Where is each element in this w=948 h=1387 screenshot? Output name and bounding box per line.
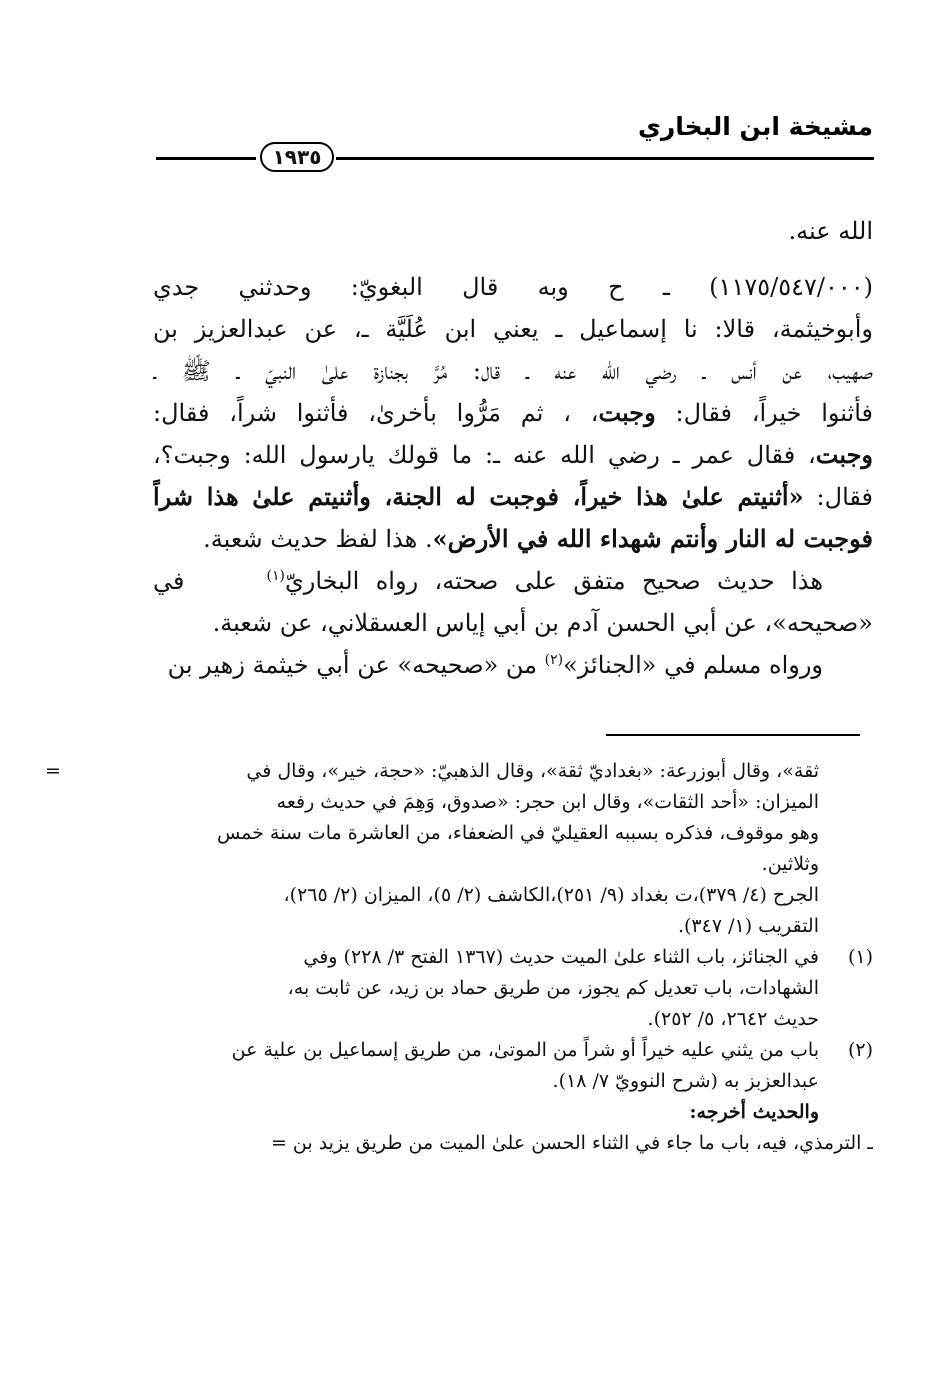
text-line: (١١٧٥/٥٤٧/٠٠٠) ـ ح وبه قال البغويّ: وحدثني جدي <box>153 273 873 301</box>
text-line <box>153 476 873 518</box>
text-line: صهيب، عن أنس ـ رضي الله عنه ـ قال: مُرَّ بجنازة علىٰ النبيّ ـ ﷺ ـ <box>153 357 873 385</box>
bold-segment: فوجبت له النار وأنتم شهداء الله في الأرض» <box>432 524 873 553</box>
page-number: ١٩٣٥ <box>260 142 334 172</box>
running-head-title: مشيخة ابن البخاري <box>637 112 873 141</box>
text-segment: ، ، ثم مَرُّوا بأخرىٰ، فأثنوا شراً، فقال: <box>153 399 599 427</box>
footnotes <box>45 756 873 1159</box>
main-text-hadith <box>153 266 873 686</box>
continuation-marker: = <box>45 760 61 782</box>
text-segment: في <box>153 567 185 595</box>
footnote-2 <box>73 1035 873 1128</box>
text-segment: من «صحيحه» عن أبي خيثمة زهير بن <box>167 651 538 679</box>
text-segment: ورواه مسلم في «الجنائز» <box>563 651 823 679</box>
footnote-number: (٢) <box>847 1039 873 1061</box>
footnote-ref[interactable]: (١) <box>266 568 285 584</box>
text-segment: هذا حديث صحيح متفق على صحته، رواه البخاريّ <box>284 567 823 595</box>
footnote-number: (١) <box>847 946 873 968</box>
text-segment: ، فقال عمر ـ رضي الله عنه ـ: ما قولك يارسول الله: وجبت؟، <box>153 441 816 469</box>
footnote-line: ثقة»، وقال أبوزرعة: «بغداديّ ثقة»، وقال الذهبيّ: «حجة، خير»، وقال في <box>246 760 819 782</box>
main-text <box>153 210 873 252</box>
footnote-line: الشهادات، باب تعديل كم يجوز، من طريق حماد بن زيد، عن ثابت به، <box>287 977 819 999</box>
bold-segment: وجبت <box>815 440 873 469</box>
footnote-line: حديث ٢٦٤٢، ٥/ ٢٥٢). <box>647 1008 819 1030</box>
footnote-line: عبدالعزبز به (شرح النوويّ ٧/ ١٨). <box>552 1070 819 1092</box>
footnote-continuation <box>45 756 873 942</box>
footnote-line: التقريب (١/ ٣٤٧). <box>677 915 819 937</box>
text-line: «صحيحه»، عن أبي الحسن آدم بن أبي إياس العسقلاني، عن شعبة. <box>212 609 873 637</box>
footnote-ref[interactable]: (٢) <box>544 652 564 668</box>
bold-segment: وجبت <box>598 398 656 427</box>
text-line <box>153 644 873 686</box>
footnote-line: باب من يثني عليه خيراً أو شراً من الموتىٰ، من طريق إسماعيل بن علية عن <box>231 1039 819 1061</box>
text-line <box>153 560 873 602</box>
footnote-divider <box>606 734 860 736</box>
text-segment: فقال: <box>803 483 873 511</box>
text-line <box>153 392 873 434</box>
footnote-line: والحديث أخرجه: <box>689 1101 819 1123</box>
text-line: الله عنه. <box>788 217 873 245</box>
text-line <box>153 434 873 476</box>
footnote-line: الجرح (٤/ ٣٧٩)،ت بغداد (٩/ ٢٥١)،الكاشف (٢/ ٥)، الميزان (٢/ ٢٦٥)، <box>283 884 819 906</box>
text-segment: . هذا لفظ حديث شعبة. <box>203 525 433 553</box>
footnote-2-continued <box>73 1128 873 1159</box>
bold-segment: «أثنيتم علىٰ هذا خيراً، فوجبت له الجنة، وأثنيتم علىٰ هذا شراً <box>153 482 804 511</box>
text-segment: فأثنوا خيراً، فقال: <box>655 399 873 427</box>
footnote-line: وهو موقوف، فذكره بسببه العقيليّ في الضعفاء، من العاشرة مات سنة خمس <box>216 822 819 844</box>
footnote-line: في الجنائز، باب الثناء علىٰ الميت حديث (١٣٦٧ الفتح ٣/ ٢٢٨) وفي <box>303 946 819 968</box>
text-line <box>153 518 873 560</box>
footnote-line: الميزان: «أحد الثقات»، وقال ابن حجر: «صدوق، وَهِمَ في حديث رفعه <box>276 791 819 813</box>
footnote-1 <box>73 942 873 1035</box>
footnote-line: ـ الترمذي، فيه، باب ما جاء في الثناء الحسن علىٰ الميت من طريق يزيد بن = <box>270 1132 873 1154</box>
footnote-line: وثلاثين. <box>761 853 819 875</box>
text-line: وأبوخيثمة، قالا: نا إسماعيل ـ يعني ابن عُلَيَّة ـ، عن عبدالعزيز بن <box>153 315 873 343</box>
